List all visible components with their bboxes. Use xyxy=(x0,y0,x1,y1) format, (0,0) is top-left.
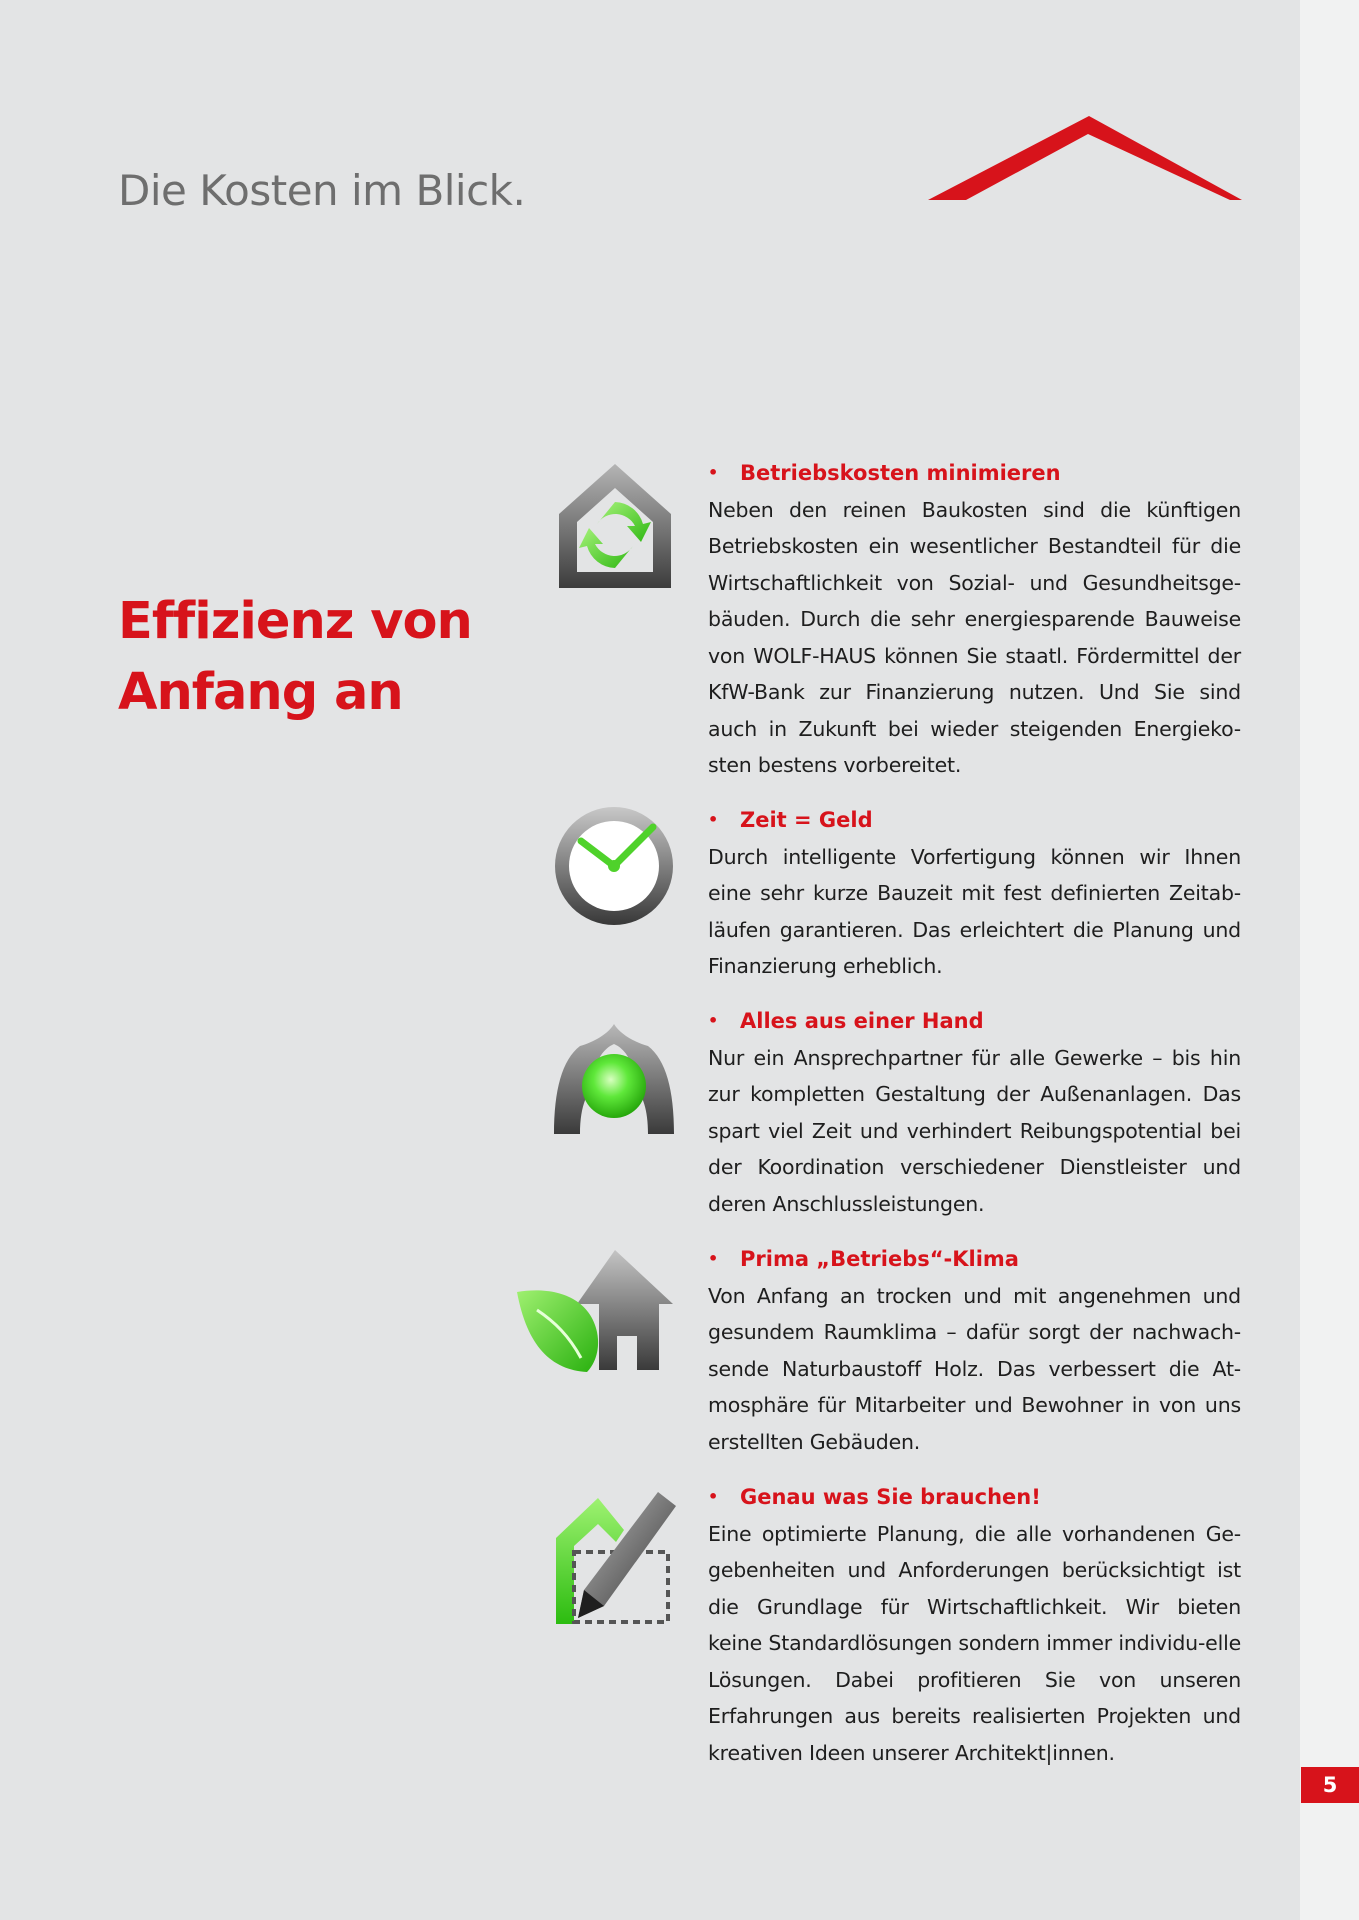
bullet-icon: • xyxy=(708,1011,719,1030)
section-alles-aus-einer-hand xyxy=(708,1003,1241,1222)
section-betriebs-klima xyxy=(708,1241,1241,1460)
house-recycle-icon xyxy=(557,462,673,590)
leaf-house-icon xyxy=(515,1248,677,1372)
section-betriebskosten xyxy=(708,455,1241,784)
page-title: Die Kosten im Blick. xyxy=(118,166,526,215)
hands-globe-icon xyxy=(552,1020,676,1136)
bullet-icon: • xyxy=(708,1249,719,1268)
section-title: • Zeit = Geld xyxy=(708,802,1241,839)
section-title: • Betriebskosten minimieren xyxy=(708,455,1241,492)
roof-logo-icon xyxy=(928,116,1242,202)
section-zeit-geld xyxy=(708,802,1241,985)
house-pencil-icon xyxy=(554,1490,678,1626)
clock-icon xyxy=(553,805,675,927)
section-body: Neben den reinen Baukosten sind die künftigen Betriebskosten ein wesentlicher Bestandteil für die Wirtschaftlichkeit von Sozial- und Gesundheitsge-bäuden. Durch die sehr energiesparende Bauweise von WOLF-HAUS können Sie staatl. Fördermittel der KfW-Bank zur Finanzierung nutzen. Und Sie sind auch in Zukunft bei wieder steigenden Energieko-sten bestens vorbereitet. xyxy=(708,497,1241,777)
section-title: • Alles aus einer Hand xyxy=(708,1003,1241,1040)
section-body: Eine optimierte Planung, die alle vorhandenen Ge-gebenheiten und Anforderungen berücksichtigt ist die Grundlage für Wirtschaftlichkeit. Wir bieten keine Standardlösungen sondern immer individu-elle Lösungen. Dabei profitieren Sie von unseren Erfahrungen aus bereits realisierten Projekten und kreativen Ideen unserer Architekt|innen. xyxy=(708,1521,1241,1765)
section-body: Durch intelligente Vorfertigung können wir Ihnen eine sehr kurze Bauzeit mit fest definierten Zeitab-läufen garantieren. Das erleichtert die Planung und Finanzierung erheblich. xyxy=(708,844,1241,978)
section-title: • Genau was Sie brauchen! xyxy=(708,1479,1241,1516)
headline xyxy=(118,586,472,728)
headline-line-2: Anfang an xyxy=(118,663,403,722)
section-title: • Prima „Betriebs“-Klima xyxy=(708,1241,1241,1278)
bullet-icon: • xyxy=(708,810,719,829)
page-number: 5 xyxy=(1301,1767,1359,1803)
bullet-icon: • xyxy=(708,1487,719,1506)
bullet-icon: • xyxy=(708,463,719,482)
section-body: Von Anfang an trocken und mit angenehmen und gesundem Raumklima – dafür sorgt der nachwach-sende Naturbaustoff Holz. Das verbessert die At-mosphäre für Mitarbeiter und Bewohner in von uns erstellten Gebäuden. xyxy=(708,1283,1241,1454)
section-body: Nur ein Ansprechpartner für alle Gewerke – bis hin zur kompletten Gestaltung der Außenanlagen. Das spart viel Zeit und verhindert Reibungspotential bei der Koordination verschiedener Dienstleister und deren Anschlussleistungen. xyxy=(708,1045,1241,1216)
headline-line-1: Effizienz von xyxy=(118,592,472,651)
section-genau-was-sie-brauchen xyxy=(708,1479,1241,1771)
